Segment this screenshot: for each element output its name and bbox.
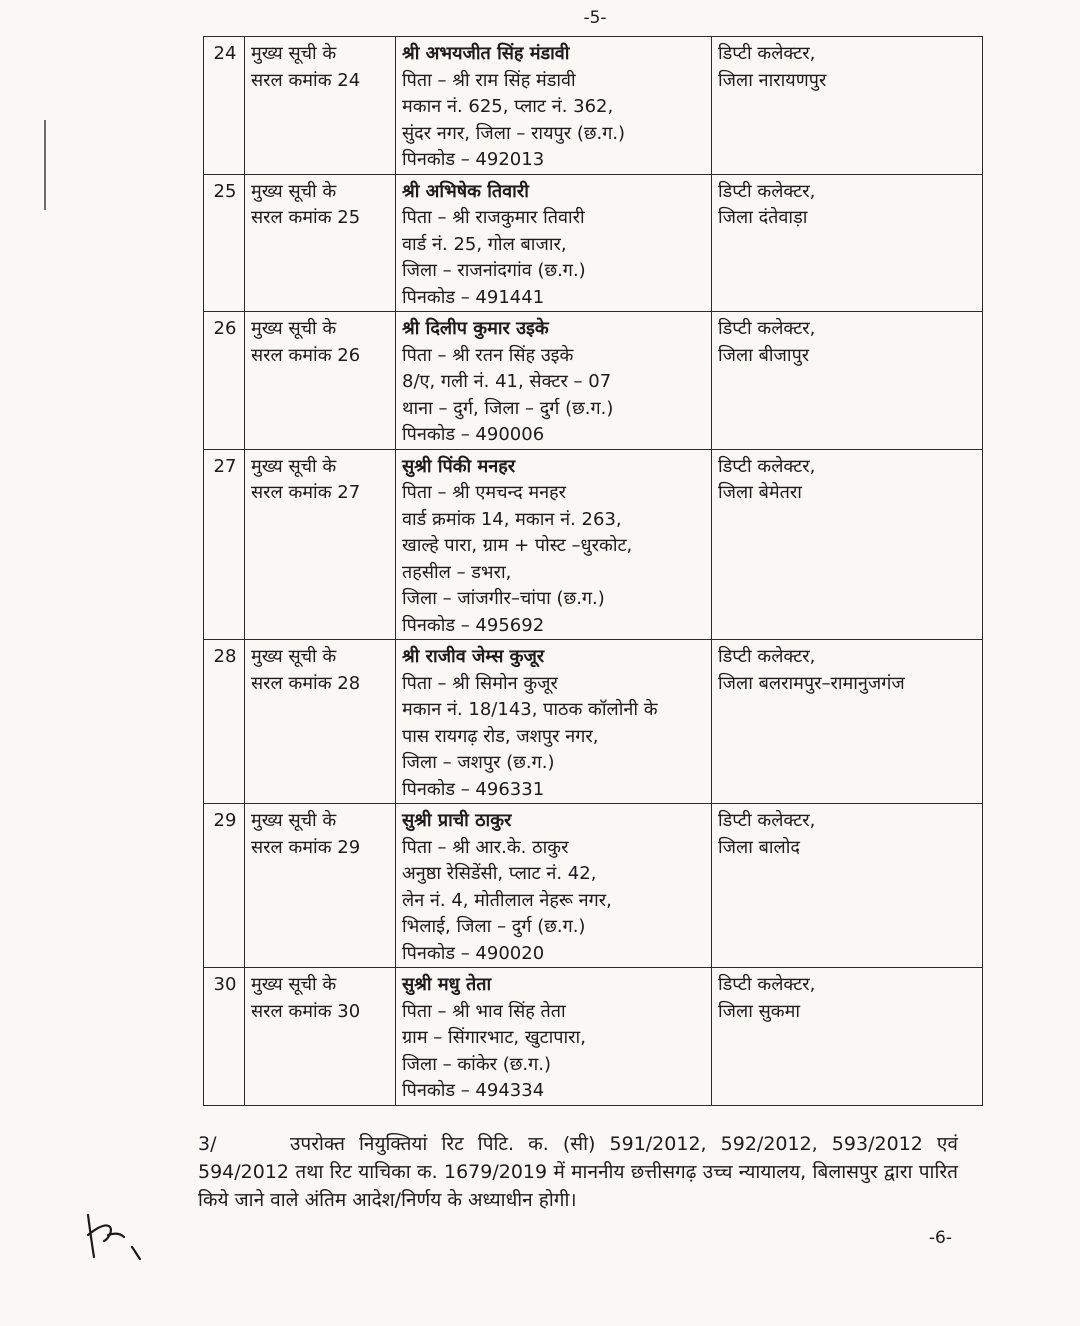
reference-line: मुख्य सूची के [251,318,337,339]
address-line: भिलाई, जिला – दुर्ग (छ.ग.) [402,916,586,937]
table-row [204,312,983,450]
reference-line: सरल कमांक 24 [251,69,361,91]
reference-line: सरल कमांक 25 [251,207,361,228]
address-line: पिनकोड – 492013 [402,149,545,170]
reference-cell [245,804,396,968]
address-line: पिनकोड – 490006 [402,424,545,445]
appointments-table [203,36,983,1106]
paragraph-number: 3/ [198,1133,217,1155]
table-row [204,174,983,312]
candidate-details-cell [396,174,712,312]
candidate-name: सुश्री प्राची ठाकुर [402,810,512,831]
address-line: पिता – श्री एमचन्द मनहर [402,482,567,503]
serial-number-cell: 30 [204,968,245,1106]
table-row [204,640,983,804]
address-line: पिता – श्री रतन सिंह उइके [402,344,574,366]
candidate-name: सुश्री पिंकी मनहर [402,455,516,477]
address-line: सुंदर नगर, जिला – रायपुर (छ.ग.) [402,122,626,144]
serial-number-cell: 26 [204,312,245,450]
address-line: थाना – दुर्ग, जिला – दुर्ग (छ.ग.) [402,397,614,419]
serial-number-cell: 24 [204,37,245,175]
reference-line: मुख्य सूची के [251,974,337,995]
paragraph-text: उपरोक्त नियुक्तियां रिट पिटि. क. (सी) 591/2012, 592/2012, 593/2012 एवं 594/2012 तथा रिट याचिका क. 1679/2019 में माननीय छत्तीसगढ़ उच्च न्यायालय, बिलासपुर द्वारा पारित किये जाने वाले अंतिम आदेश/निर्णय के अध्याधीन होगी। [198,1133,958,1211]
reference-line: मुख्य सूची के [251,43,337,64]
address-line: जिला – जांजगीर–चांपा (छ.ग.) [402,588,605,609]
table-body [204,37,983,1106]
address-line: पिता – श्री भाव सिंह तेता [402,1000,566,1022]
address-line: पिता – श्री राजकुमार तिवारी [402,207,585,228]
serial-number-cell: 28 [204,640,245,804]
posting-line: डिप्टी कलेक्टर, [718,974,816,995]
reference-line: सरल कमांक 28 [251,672,361,694]
address-line: पिनकोड – 496331 [402,778,545,800]
serial-number-cell: 27 [204,449,245,640]
address-line: पिनकोड – 490020 [402,942,545,964]
reference-cell [245,968,396,1106]
candidate-details-cell [396,37,712,175]
reference-cell [245,174,396,312]
candidate-name: श्री दिलीप कुमार उइके [402,318,549,339]
posting-cell [712,640,983,804]
address-line: पास रायगढ़ रोड, जशपुर नगर, [402,725,599,747]
address-line: ग्राम – सिंगारभाट, खुटापारा, [402,1027,586,1048]
address-line: जिला – जशपुर (छ.ग.) [402,752,555,773]
reference-line: मुख्य सूची के [251,180,337,202]
candidate-name: श्री अभयजीत सिंह मंडावी [402,43,570,64]
reference-cell [245,37,396,175]
address-line: जिला – कांकेर (छ.ग.) [402,1053,551,1075]
candidate-details-cell [396,640,712,804]
scan-edge-line [44,120,46,210]
next-page-marker: -6- [928,1228,952,1248]
posting-cell [712,37,983,175]
note-paragraph [198,1130,958,1214]
candidate-name: सुश्री मधु तेता [402,974,492,995]
address-line: पिता – श्री सिमोन कुजूर [402,672,558,694]
address-line: वार्ड नं. 25, गोल बाजार, [402,233,567,255]
address-line: लेन नं. 4, मोतीलाल नेहरू नगर, [402,889,612,911]
address-line: पिता – श्री आर.के. ठाकुर [402,836,569,858]
reference-line: मुख्य सूची के [251,646,337,667]
table-row [204,449,983,640]
serial-number-cell: 29 [204,804,245,968]
reference-line: सरल कमांक 30 [251,1000,361,1022]
candidate-name: श्री राजीव जेम्स कुजूर [402,646,545,667]
reference-line: सरल कमांक 29 [251,836,361,858]
reference-line: सरल कमांक 26 [251,344,361,366]
posting-line: डिप्टी कलेक्टर, [718,318,816,339]
posting-cell [712,449,983,640]
address-line: वार्ड क्रमांक 14, मकान नं. 263, [402,508,622,530]
posting-line: जिला सुकमा [718,1000,801,1022]
candidate-name: श्री अभिषेक तिवारी [402,180,529,202]
address-line: पिता – श्री राम सिंह मंडावी [402,69,576,91]
page-number: -5- [583,8,607,28]
reference-cell [245,449,396,640]
candidate-details-cell [396,804,712,968]
reference-cell [245,312,396,450]
reference-line: मुख्य सूची के [251,810,337,831]
table-row [204,804,983,968]
posting-line: जिला बेमेतरा [718,482,802,503]
posting-cell [712,968,983,1106]
posting-line: डिप्टी कलेक्टर, [718,646,816,667]
candidate-details-cell [396,312,712,450]
reference-line: मुख्य सूची के [251,455,337,477]
table-row [204,37,983,175]
table-row [204,968,983,1106]
address-line: तहसील – डभरा, [402,561,512,583]
address-line: अनुष्ठा रेसिडेंसी, प्लाट नं. 42, [402,863,597,884]
address-line: मकान नं. 18/143, पाठक कॉलोनी के [402,699,658,720]
posting-cell [712,174,983,312]
reference-line: सरल कमांक 27 [251,482,361,503]
candidate-details-cell [396,968,712,1106]
address-line: पिनकोड – 495692 [402,614,545,636]
address-line: 8/ए, गली नं. 41, सेक्टर – 07 [402,371,612,392]
posting-line: जिला बीजापुर [718,344,810,366]
posting-line: डिप्टी कलेक्टर, [718,810,816,831]
address-line: मकान नं. 625, प्लाट नं. 362, [402,96,614,117]
posting-cell [712,804,983,968]
posting-line: जिला दंतेवाड़ा [718,207,808,228]
candidate-details-cell [396,449,712,640]
posting-line: जिला नारायणपुर [718,69,827,91]
posting-line: जिला बालोद [718,836,800,858]
posting-cell [712,312,983,450]
address-line: खाल्हे पारा, ग्राम + पोस्ट –धुरकोट, [402,535,633,556]
posting-line: जिला बलरामपुर–रामानुजगंज [718,672,905,694]
address-line: पिनकोड – 491441 [402,286,545,308]
posting-line: डिप्टी कलेक्टर, [718,43,816,64]
address-line: पिनकोड – 494334 [402,1080,545,1101]
reference-cell [245,640,396,804]
serial-number-cell: 25 [204,174,245,312]
posting-line: डिप्टी कलेक्टर, [718,180,816,202]
handwritten-signature [80,1205,150,1265]
address-line: जिला – राजनांदगांव (छ.ग.) [402,260,586,281]
posting-line: डिप्टी कलेक्टर, [718,455,816,477]
